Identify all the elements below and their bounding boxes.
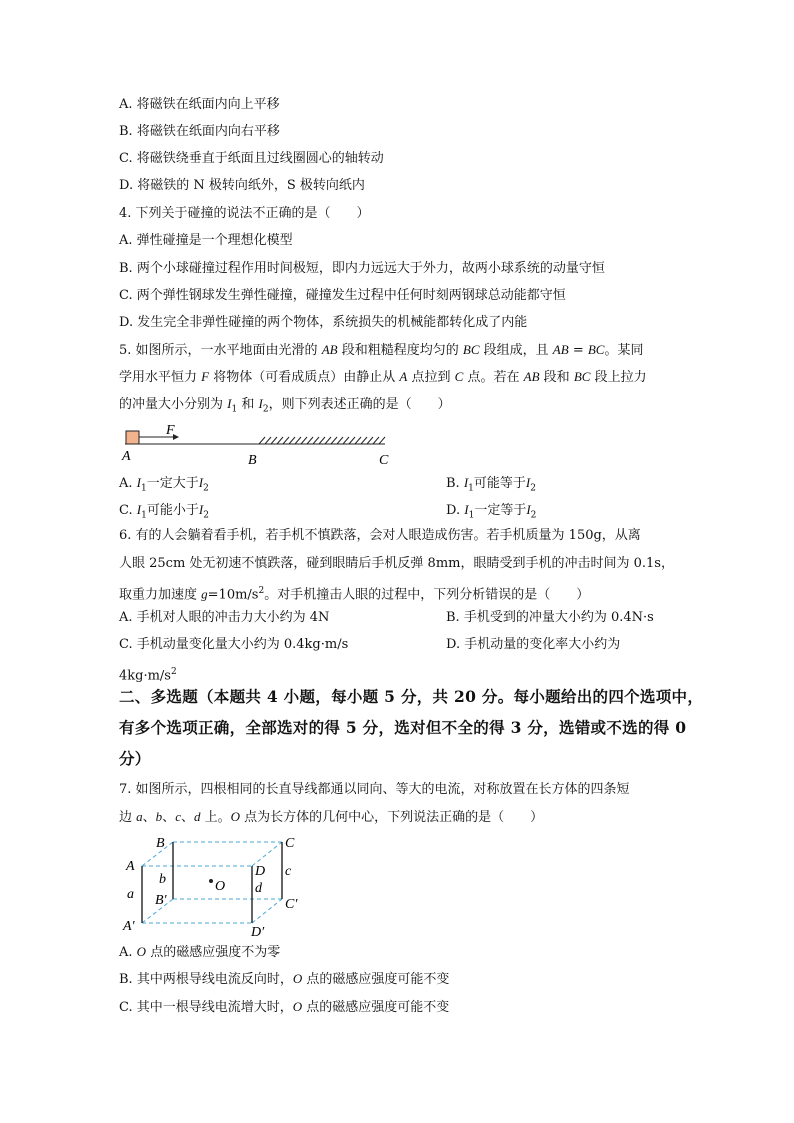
q4-option-d: D. 发生完全非弹性碰撞的两个物体，系统损失的机械能都转化成了内能 [119,315,528,330]
q6-stem-line1: 6. 有的人会躺着看手机，若手机不慎跌落，会对人眼造成伤害。若手机质量为 150g，从离 [119,528,641,543]
label-B: B [248,453,257,468]
q6-stem-line2: 人眼 25cm 处无初速不慎跌落，碰到眼睛后手机反弹 8mm，眼睛受到手机的冲击时间为 0.1s， [119,556,674,571]
q4-option-b: B. 两个小球碰撞过程作用时间极短，即内力远远大于外力，故两小球系统的动量守恒 [119,261,605,276]
section2-header-line1: 二、多选题（本题共 4 小题，每小题 5 分，共 20 分。每小题给出的四个选项中， [119,687,704,706]
label-a: a [127,887,134,902]
q5-option-a: A. $I_1$一定大于$I_2$ [119,475,209,494]
q3-option-d: D. 将磁铁的 N 极转向纸外，S 极转向纸内 [119,178,365,193]
q4-option-a: A. 弹性碰撞是一个理想化模型 [119,233,293,248]
q4-option-c: C. 两个弹性钢球发生弹性碰撞，碰撞发生过程中任何时刻两钢球总动能都守恒 [119,288,566,303]
q5-figure [115,420,405,468]
label-D-prime: D′ [251,925,265,940]
q5-stem-line2: 学用水平恒力 F 将物体（可看成质点）由静止从 A 点拉到 C 点。若在 AB 段和 BC 段上拉力 [119,369,647,385]
label-A-prime: A′ [123,919,135,934]
label-O: O [215,879,226,894]
label-d: d [255,881,262,896]
center-point-O [209,879,213,883]
q7-option-a: A. O 点的磁感应强度不为零 [119,944,281,960]
q5-option-c: C. $I_1$可能小于$I_2$ [119,502,209,521]
q6-option-a: A. 手机对人眼的冲击力大小约为 4N [119,610,330,625]
q7-option-c: C. 其中一根导线电流增大时，O 点的磁感应强度可能不变 [119,999,450,1015]
label-A: A [122,449,131,464]
label-C: C [379,453,389,468]
label-F: F [166,423,175,438]
q5-stem-line3: 的冲量大小分别为 $I_1$ 和 $I_2$，则下列表述正确的是（ ） [119,396,451,415]
label-b: b [159,872,166,887]
q7-stem-line1: 7. 如图所示，四根相同的长直导线都通以同向、等大的电流，对称放置在长方体的四条短 [119,782,630,797]
q3-option-a: A. 将磁铁在纸面内向上平移 [119,97,280,112]
section2-header-line2: 有多个选项正确，全部选对的得 5 分，选对但不全的得 3 分，选错或不选的得 0 [119,718,687,737]
q5-stem-line1: 5. 如图所示，一水平地面由光滑的 AB 段和粗糙程度均匀的 BC 段组成，且 AB = BC。某同 [119,342,644,358]
q5-option-d: D. $I_1$一定等于$I_2$ [446,502,537,521]
q3-option-b: B. 将磁铁在纸面内向右平移 [119,124,280,139]
q7-stem-line2: 边 a、b、c、d 上。O 点为长方体的几何中心，下列说法正确的是（ ） [119,809,544,825]
label-A: A [126,859,135,874]
q6-option-d: D. 手机动量的变化率大小约为 [446,637,621,652]
label-B-prime: B′ [155,893,167,908]
q6-option-d-continued: $4kg\cdot m/s^2$ [119,667,177,684]
label-D: D [255,864,266,879]
label-B: B [156,836,165,851]
q6-option-b: B. 手机受到的冲量大小约为 0.4N·s [446,610,654,625]
block [126,431,139,444]
q6-stem-line3: 取重力加速度 $g=10m/s^2$。对手机撞击人眼的过程中，下列分析错误的是（ ） [119,586,590,603]
label-C: C [285,836,295,851]
label-C-prime: C′ [285,897,298,912]
q4-stem: 4. 下列关于碰撞的说法不正确的是（ ） [119,206,370,221]
q6-option-c: C. 手机动量变化量大小约为 0.4kg·m/s [119,637,349,652]
q3-option-c: C. 将磁铁绕垂直于纸面且过线圈圆心的轴转动 [119,151,384,166]
q5-option-b: B. $I_1$可能等于$I_2$ [446,475,536,494]
label-c: c [285,864,292,879]
q7-option-b: B. 其中两根导线电流反向时，O 点的磁感应强度可能不变 [119,971,450,987]
rough-hatch [259,437,385,444]
section2-header-line3: 分） [119,749,151,768]
q7-cuboid-figure [115,832,315,940]
